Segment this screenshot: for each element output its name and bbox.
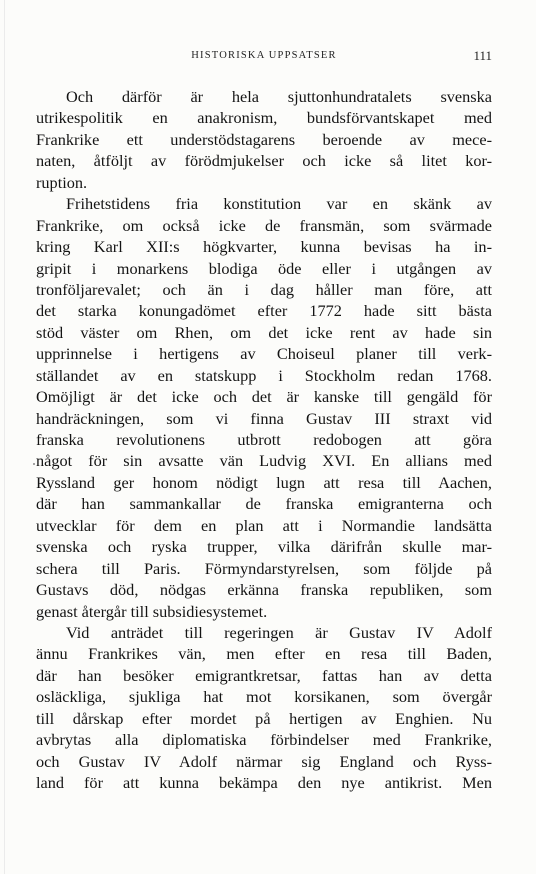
text-line: schera till Paris. Förmyndarstyrelsen, som följde på [36, 558, 492, 578]
text-line: franska revolutionens utbrott redobogen att göra [36, 430, 492, 449]
text-line: Gustavs död, nödgas erkänna franska republiken, som [36, 580, 492, 600]
running-head: HISTORISKA UPPSATSER [191, 50, 337, 61]
text-line: kring Karl XII:s högkvarter, kunna bevisas ha in- [36, 237, 492, 257]
text-line: Ryssland ger honom nödigt lugn att resa till Aachen, [36, 472, 492, 492]
text-line: gripit i monarkens blodiga öde eller i utgången av [36, 258, 492, 278]
text-line: Frihetstidens fria konstitution var en skänk av [66, 194, 492, 214]
text-line: något för sin avsatte vän Ludvig XVI. En allians med [36, 451, 492, 471]
text-line: Vid anträdet till regeringen är Gustav IV Adolf [66, 622, 492, 642]
text-line: naten, åtföljt av förödmjukelser och icke så litet kor- [36, 151, 492, 171]
text-line: land för att kunna bekämpa den nye antikrist. Men [36, 773, 492, 792]
text-line: upprinnelse i hertigens av Choiseul planer till verk- [36, 344, 492, 364]
page-edge-rule [4, 0, 5, 874]
text-line: handräckningen, som vi finna Gustav III straxt vid [36, 408, 492, 428]
page-header [36, 50, 492, 66]
text-line: Frankrike ett understödstagarens beroende av mece- [36, 129, 492, 149]
text-line: utvecklar för dem en plan att i Normandie landsätta [36, 515, 492, 535]
margin-mark [33, 463, 35, 465]
text-line: där han sammankallar de franska emigranterna och [36, 494, 492, 514]
text-line: svenska och ryska trupper, vilka därifrån skulle mar- [36, 537, 492, 557]
text-line: till dårskap efter mordet på hertigen av Enghien. Nu [36, 708, 492, 728]
text-line: ruption. [36, 172, 88, 192]
text-line: Omöjligt är det icke och det är kanske till gengäld för [36, 387, 492, 407]
text-line: stöd väster om Rhen, om det icke rent av hade sin [36, 322, 492, 342]
text-line: utrikespolitik en anakronism, bundsförvantskapet med [36, 108, 492, 128]
text-line: ännu Frankrikes vän, men efter en resa till Baden, [36, 644, 492, 664]
page-number: 111 [473, 48, 492, 63]
text-line: avbrytas alla diplomatiska förbindelser med Frankrike, [36, 730, 492, 750]
body-text [36, 86, 492, 793]
text-line: genast återgår till subsidiesystemet. [36, 601, 268, 621]
text-line: det starka konungadömet efter 1772 hade sitt bästa [36, 301, 492, 321]
text-line: tronföljarevalet; och än i dag håller man före, att [36, 279, 492, 299]
text-line: Frankrike, om också icke de fransmän, som svärmade [36, 215, 492, 235]
text-line: där han besöker emigrantkretsar, fattas han av detta [36, 665, 492, 685]
text-line: och Gustav IV Adolf närmar sig England och Ryss- [36, 751, 492, 771]
text-line: Och därför är hela sjuttonhundratalets svenska [66, 87, 492, 106]
text-line: ställandet av en statskupp i Stockholm redan 1768. [36, 365, 492, 385]
text-line: osläckliga, sjukliga hat mot korsikanen, som övergår [36, 687, 492, 707]
